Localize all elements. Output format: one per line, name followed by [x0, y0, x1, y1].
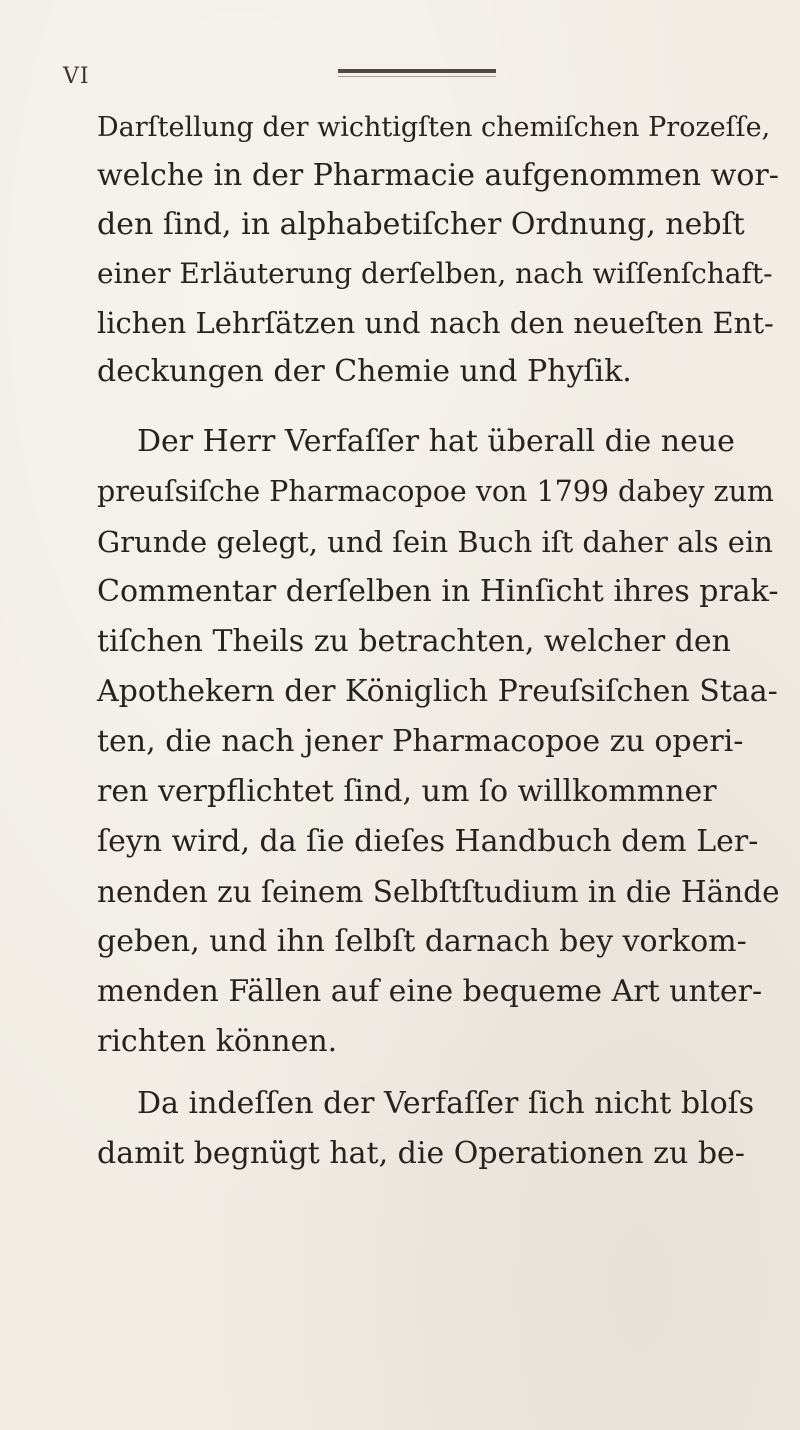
- text-line: geben, und ihn ſelbſt darnach bey vorkom-: [97, 924, 747, 959]
- text-line: ren verpflichtet ſind, um ſo willkommner: [97, 774, 717, 809]
- text-line: lichen Lehrſätzen und nach den neueſten Ent-: [97, 306, 774, 340]
- text-line: ſeyn wird, da ſie dieſes Handbuch dem Ler-: [97, 824, 759, 859]
- text-line: welche in der Pharmacie aufgenommen wor-: [97, 158, 779, 193]
- text-line: den ſind, in alphabetiſcher Ordnung, nebſt: [97, 207, 745, 242]
- text-line: ten, die nach jener Pharmacopoe zu operi-: [97, 724, 744, 759]
- text-line: Da indeſſen der Verfaſſer ſich nicht bloſs: [137, 1086, 755, 1121]
- text-line: deckungen der Chemie und Phyſik.: [97, 354, 632, 389]
- header-rule-thin: [338, 76, 496, 77]
- text-line: Darſtellung der wichtigſten chemiſchen Prozeſſe,: [97, 112, 771, 143]
- text-line: Der Herr Verfaſſer hat überall die neue: [137, 424, 735, 459]
- header-rule: [338, 69, 496, 73]
- text-line: menden Fällen auf eine bequeme Art unter-: [97, 974, 763, 1009]
- text-line: tiſchen Theils zu betrachten, welcher den: [97, 624, 731, 659]
- text-line: Apothekern der Königlich Preuſsiſchen Staa-: [97, 674, 778, 709]
- text-line: richten können.: [97, 1024, 338, 1059]
- text-line: Grunde gelegt, und ſein Buch iſt daher als ein: [97, 525, 773, 559]
- page-number: VI: [63, 64, 90, 89]
- text-line: Commentar derſelben in Hinſicht ihres prak-: [97, 574, 779, 609]
- text-line: einer Erläuterung derſelben, nach wiſſenſchaft-: [97, 257, 773, 290]
- text-line: preuſsiſche Pharmacopoe von 1799 dabey zum: [97, 475, 774, 508]
- text-line: nenden zu ſeinem Selbſtſtudium in die Hände: [97, 875, 780, 909]
- text-line: damit begnügt hat, die Operationen zu be-: [97, 1136, 745, 1171]
